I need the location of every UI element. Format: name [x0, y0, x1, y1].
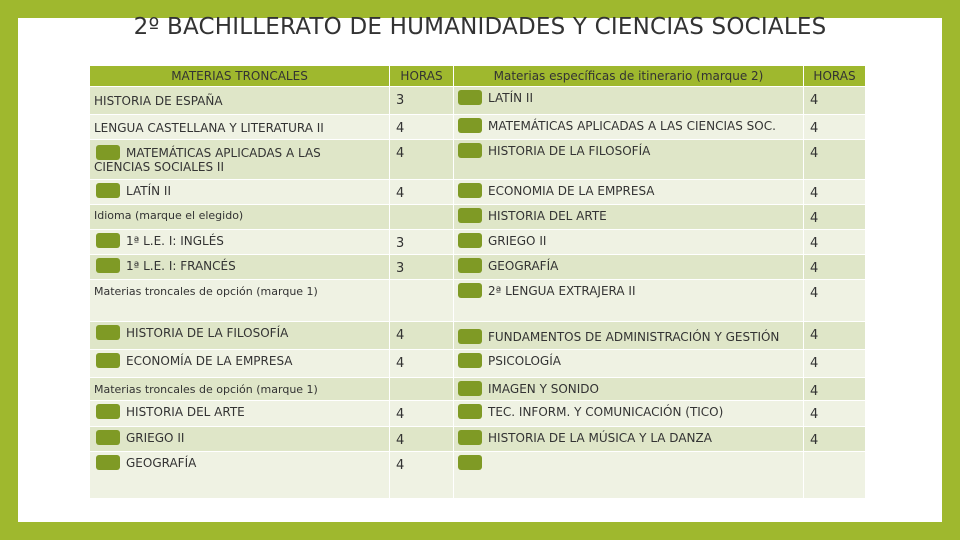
checkbox[interactable]: [96, 353, 120, 368]
subject-label: ECONOMÍA DE LA EMPRESA: [126, 354, 293, 368]
subject-label: GRIEGO II: [488, 234, 547, 248]
hours-value: [804, 452, 866, 499]
hours-value: 3: [390, 255, 454, 280]
hours-value: 4: [804, 180, 866, 205]
checkbox[interactable]: [96, 404, 120, 419]
hours-value: [390, 378, 454, 401]
hours-value: 4: [804, 205, 866, 230]
subject-label: GRIEGO II: [126, 431, 185, 445]
checkbox[interactable]: [458, 258, 482, 273]
hours-value: 4: [390, 322, 454, 350]
hours-value: 4: [390, 115, 454, 140]
subject-label: ECONOMIA DE LA EMPRESA: [488, 184, 655, 198]
checkbox[interactable]: [96, 183, 120, 198]
checkbox[interactable]: [458, 183, 482, 198]
table-row: [90, 205, 866, 230]
checkbox[interactable]: [96, 325, 120, 340]
subject-label-line2: CIENCIAS SOCIALES II: [94, 160, 225, 174]
header-horas-right: HORAS: [804, 66, 866, 87]
hours-value: 4: [390, 401, 454, 427]
subject-label: GEOGRAFÍA: [488, 259, 559, 273]
subject-label: HISTORIA DEL ARTE: [488, 209, 607, 223]
table-row: [90, 115, 866, 140]
subject-label: 1ª L.E. I: INGLÉS: [126, 234, 224, 248]
hours-value: 3: [390, 87, 454, 115]
hours-value: 4: [804, 87, 866, 115]
subject-label: TEC. INFORM. Y COMUNICACIÓN (TICO): [488, 405, 724, 419]
table-row: [90, 322, 866, 350]
checkbox[interactable]: [458, 353, 482, 368]
table-row: [90, 230, 866, 255]
checkbox[interactable]: [96, 233, 120, 248]
checkbox[interactable]: [458, 208, 482, 223]
subject-label: HISTORIA DE LA FILOSOFÍA: [488, 144, 651, 158]
checkbox[interactable]: [96, 455, 120, 470]
table-header: [90, 66, 866, 87]
section-label: Materias troncales de opción (marque 1): [90, 378, 390, 401]
hours-value: 4: [804, 378, 866, 401]
hours-value: 4: [804, 350, 866, 378]
hours-value: 4: [804, 115, 866, 140]
subject-label: FUNDAMENTOS DE ADMINISTRACIÓN Y GESTIÓN: [488, 330, 780, 344]
checkbox[interactable]: [458, 455, 482, 470]
subject-label: IMAGEN Y SONIDO: [488, 382, 599, 396]
hours-value: 4: [804, 230, 866, 255]
subject-label: PSICOLOGÍA: [488, 354, 561, 368]
checkbox[interactable]: [458, 404, 482, 419]
subject-label: HISTORIA DE ESPAÑA: [90, 87, 390, 115]
header-troncales: MATERIAS TRONCALES: [90, 66, 390, 87]
checkbox[interactable]: [458, 430, 482, 445]
section-label: Idioma (marque el elegido): [90, 205, 390, 230]
table-row: [90, 255, 866, 280]
table-row: [90, 87, 866, 115]
hours-value: 4: [390, 180, 454, 205]
hours-value: 4: [390, 452, 454, 499]
hours-value: [390, 280, 454, 322]
hours-value: 4: [804, 322, 866, 350]
hours-value: 4: [804, 140, 866, 180]
hours-value: 4: [390, 427, 454, 452]
table-row: [90, 452, 866, 499]
subject-label: MATEMÁTICAS APLICADAS A LAS: [126, 146, 321, 160]
table-row: [90, 427, 866, 452]
checkbox[interactable]: [96, 430, 120, 445]
checkbox[interactable]: [96, 145, 120, 160]
section-label: Materias troncales de opción (marque 1): [90, 280, 390, 322]
checkbox[interactable]: [458, 118, 482, 133]
header-especificas: Materias específicas de itinerario (marque 2): [454, 66, 804, 87]
subject-label: HISTORIA DEL ARTE: [126, 405, 245, 419]
checkbox[interactable]: [458, 143, 482, 158]
hours-value: 4: [390, 350, 454, 378]
table-row: [90, 140, 866, 180]
page-title: 2º BACHILLERATO DE HUMANIDADES Y CIENCIAS SOCIALES: [133, 14, 827, 40]
subject-label: GEOGRAFÍA: [126, 456, 197, 470]
subject-label: LATÍN II: [126, 184, 171, 198]
checkbox[interactable]: [96, 258, 120, 273]
hours-value: 4: [804, 280, 866, 322]
table-row: [90, 378, 866, 401]
subject-label: MATEMÁTICAS APLICADAS A LAS CIENCIAS SOC.: [488, 119, 776, 133]
checkbox[interactable]: [458, 329, 482, 344]
hours-value: 4: [390, 140, 454, 180]
checkbox[interactable]: [458, 233, 482, 248]
subject-label: HISTORIA DE LA MÚSICA Y LA DANZA: [488, 431, 712, 445]
checkbox[interactable]: [458, 381, 482, 396]
subject-label: 2ª LENGUA EXTRAJERA II: [488, 284, 636, 298]
subjects-table: [90, 66, 866, 499]
hours-value: 3: [390, 230, 454, 255]
table-row: [90, 280, 866, 322]
checkbox[interactable]: [458, 283, 482, 298]
subject-label: 1ª L.E. I: FRANCÉS: [126, 259, 236, 273]
subject-label: LENGUA CASTELLANA Y LITERATURA II: [90, 115, 390, 140]
table-row: [90, 180, 866, 205]
subject-label: HISTORIA DE LA FILOSOFÍA: [126, 326, 289, 340]
hours-value: 4: [804, 255, 866, 280]
table-row: [90, 350, 866, 378]
subject-label: LATÍN II: [488, 91, 533, 105]
table-row: [90, 401, 866, 427]
checkbox[interactable]: [458, 90, 482, 105]
header-horas-left: HORAS: [390, 66, 454, 87]
hours-value: 4: [804, 401, 866, 427]
hours-value: 4: [804, 427, 866, 452]
hours-value: [390, 205, 454, 230]
